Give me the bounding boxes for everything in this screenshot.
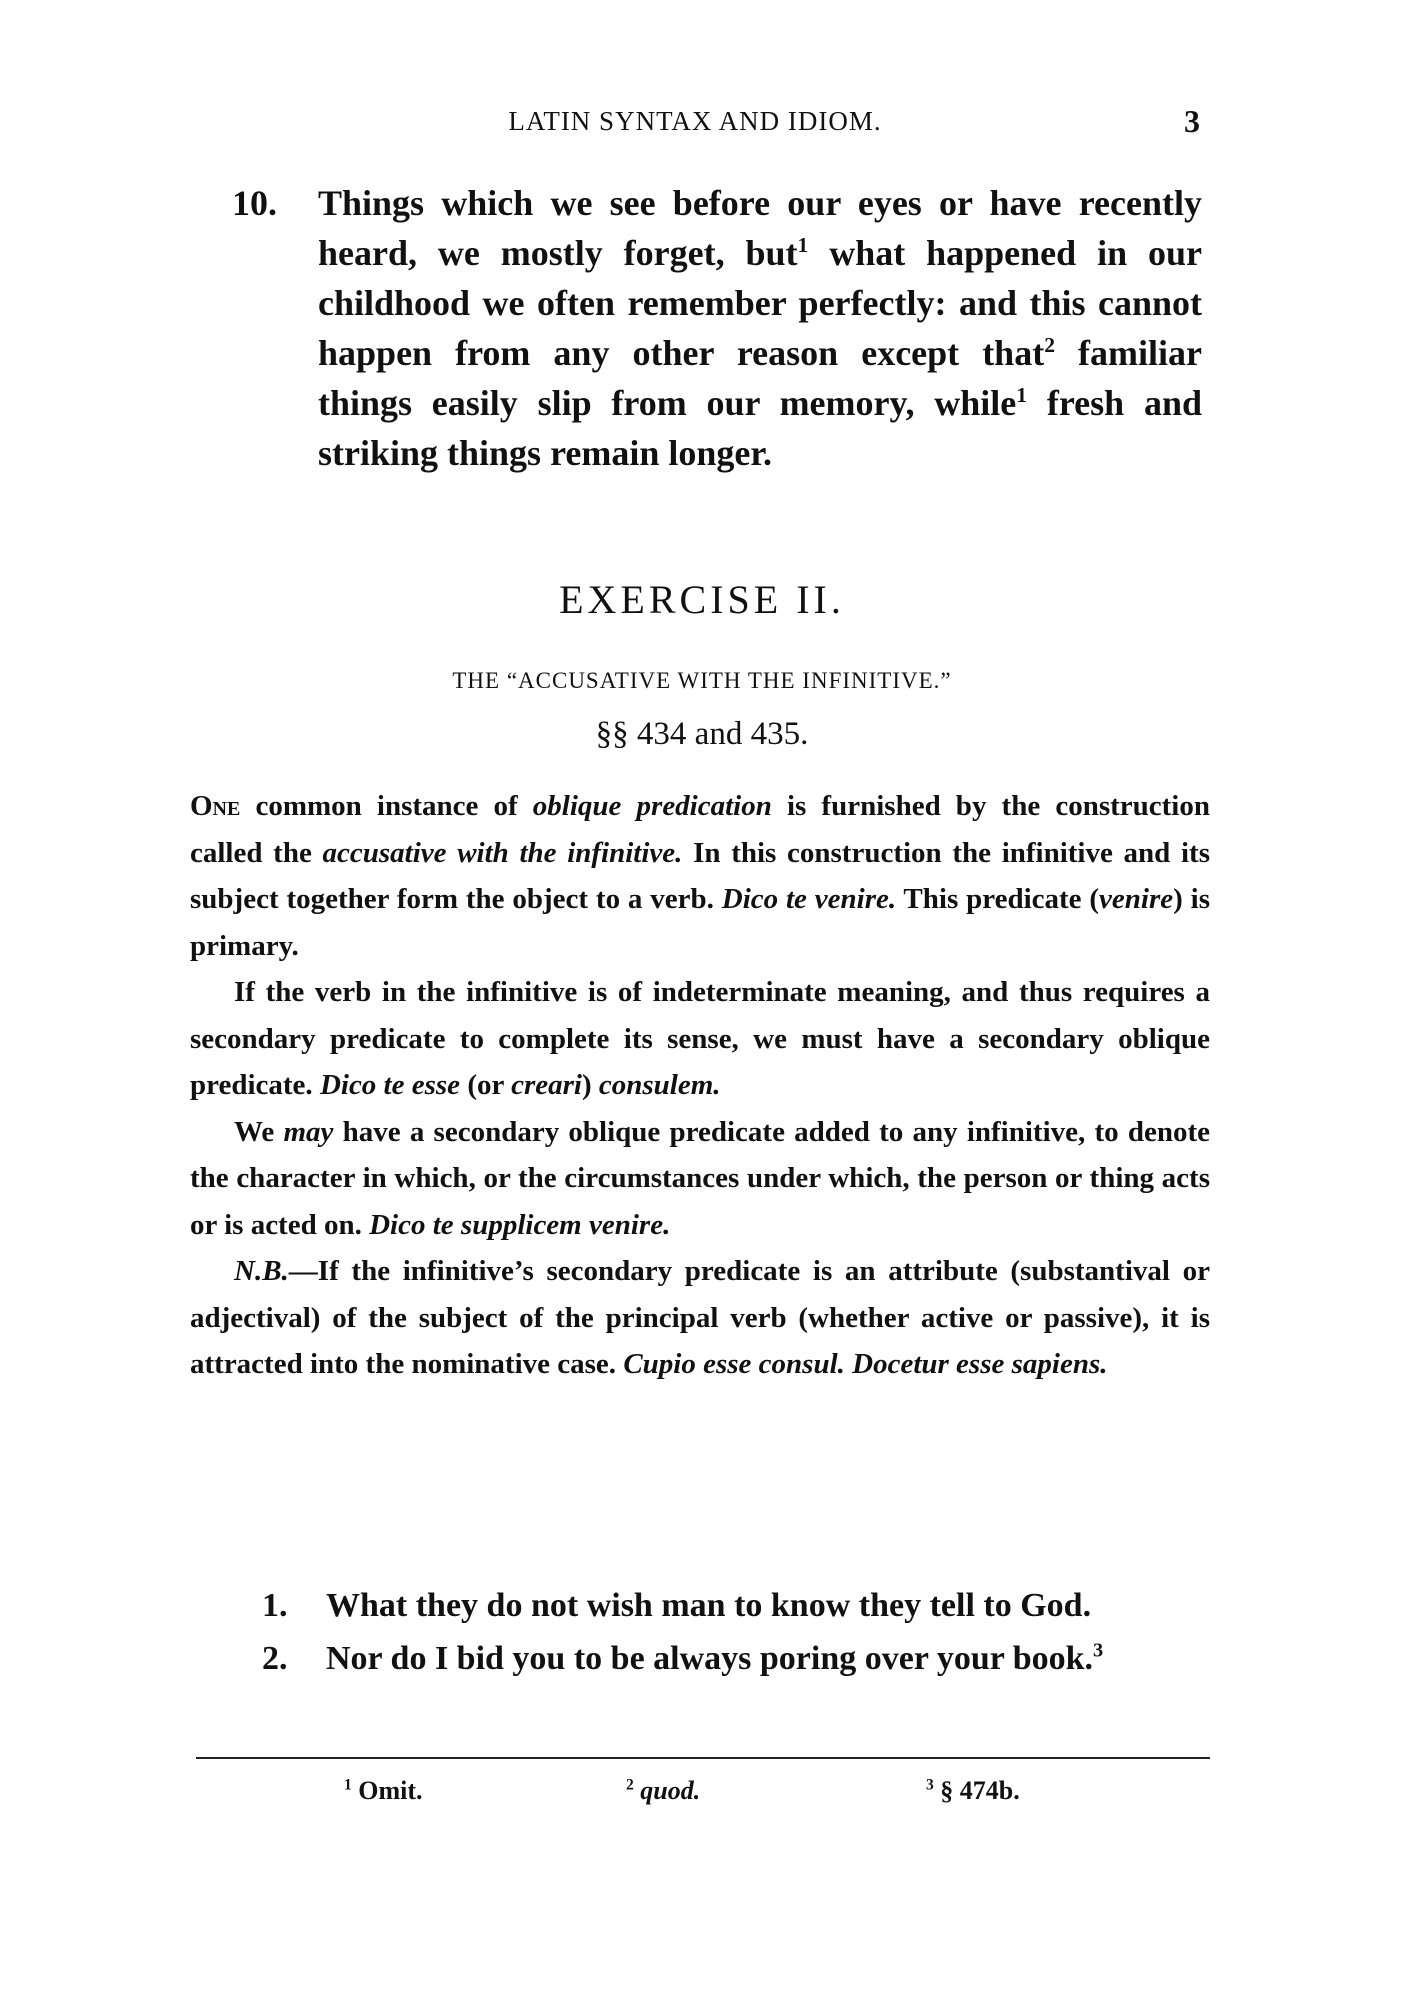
italic-term: accusative with the infinitive. bbox=[322, 836, 683, 869]
text-run: have a secondary oblique predicate added to any infinitive, to denote the character in which, or the circumstances under which, the person or thing acts or is acted on. bbox=[190, 1115, 1210, 1241]
exercise-heading: EXERCISE II. bbox=[559, 577, 845, 622]
latin-example: Docetur esse sapiens. bbox=[852, 1348, 1108, 1380]
paragraph-3 bbox=[190, 1109, 1210, 1249]
lead-word: One bbox=[190, 790, 241, 822]
text-run: common instance of bbox=[240, 790, 533, 822]
italic-term: venire bbox=[1099, 883, 1174, 915]
sentence-10 bbox=[232, 178, 1202, 478]
footnote-ref: 3 bbox=[1093, 1639, 1104, 1662]
text-run: ) bbox=[581, 1069, 599, 1101]
text-run: We bbox=[234, 1115, 284, 1148]
footnote-2 bbox=[626, 1776, 700, 1806]
footnote-1 bbox=[344, 1776, 423, 1806]
paragraph-4 bbox=[190, 1248, 1210, 1388]
exercise-item bbox=[262, 1635, 1210, 1682]
text-run: If the verb in the infinitive is of indeterminate meaning, and thus requires a secondary predicate to complete its sense, we must have a secondary oblique predicate. bbox=[190, 976, 1210, 1101]
exercise-subheading: THE “ACCUSATIVE WITH THE INFINITIVE.” bbox=[452, 668, 952, 693]
text-run: —If the infinitive’s secondary predicate is an attribute (substantival or adjectival) of the subject of the principal verb (whether active or passive), it is attracted into the nominative case. bbox=[190, 1255, 1210, 1380]
latin-example: consulem. bbox=[598, 1069, 721, 1101]
footnotes bbox=[196, 1776, 1210, 1816]
footnote-ref: 1 bbox=[797, 233, 809, 257]
sentence-number: 10. bbox=[232, 183, 277, 223]
footnote-mark: 1 bbox=[344, 1776, 352, 1794]
running-head bbox=[190, 103, 1200, 146]
text-run: ) is primary. bbox=[190, 883, 1210, 962]
item-text: Nor do I bid you to be always poring over your book. bbox=[326, 1640, 1094, 1677]
latin-example: Dico te esse bbox=[319, 1069, 461, 1101]
latin-example: Dico te supplicem venire. bbox=[369, 1208, 671, 1241]
paragraph-2 bbox=[190, 969, 1210, 1109]
text-run: (or bbox=[460, 1069, 512, 1101]
item-number: 1. bbox=[262, 1587, 288, 1624]
footnote-text: Omit. bbox=[358, 1776, 423, 1805]
italic-term: oblique predication bbox=[532, 790, 772, 822]
text-run: This predicate ( bbox=[896, 883, 1100, 915]
italic-term: may bbox=[283, 1115, 334, 1148]
running-title: LATIN SYNTAX AND IDIOM. bbox=[508, 106, 882, 136]
latin-example: Cupio esse consul. bbox=[623, 1348, 845, 1380]
explanation-text bbox=[190, 783, 1210, 1388]
footnote-ref: 1 bbox=[1016, 383, 1028, 407]
text-run: In this construction the infinitive and its subject together form the object to a verb. bbox=[190, 836, 1210, 915]
footnote-mark: 3 bbox=[926, 1776, 934, 1794]
paragraph-1 bbox=[190, 783, 1210, 969]
text-run: is furnished by the construction called the bbox=[190, 790, 1210, 869]
footnote-ref: 2 bbox=[1044, 333, 1055, 357]
item-number: 2. bbox=[262, 1640, 288, 1677]
sentence-segment: Things which we see before our eyes or have recently heard, we mostly forget, but bbox=[318, 183, 1202, 273]
page-number: 3 bbox=[1184, 103, 1200, 139]
footnote-3 bbox=[926, 1776, 1020, 1806]
exercise-items bbox=[262, 1582, 1210, 1688]
item-text: What they do not wish man to know they tell to God. bbox=[326, 1587, 1092, 1624]
exercise-item bbox=[262, 1582, 1210, 1629]
sentence-text bbox=[318, 178, 1202, 478]
footnote-text: quod. bbox=[640, 1776, 701, 1805]
footnote-text: § 474b. bbox=[940, 1776, 1020, 1805]
italic-term: creari bbox=[511, 1069, 582, 1101]
sentence-segment: familiar things easily slip from our memory, while bbox=[318, 333, 1202, 423]
sentence-segment: fresh and striking things remain longer. bbox=[318, 383, 1202, 473]
sentence-segment: what happened in our childhood we often remember perfectly: and this cannot happen from any other reason except that bbox=[318, 233, 1202, 373]
footnote-mark: 2 bbox=[626, 1776, 634, 1794]
section-reference: §§ 434 and 435. bbox=[595, 716, 809, 752]
footnote-divider bbox=[196, 1757, 1210, 1759]
latin-example: Dico te venire. bbox=[721, 883, 897, 915]
italic-term: N.B. bbox=[234, 1255, 289, 1287]
